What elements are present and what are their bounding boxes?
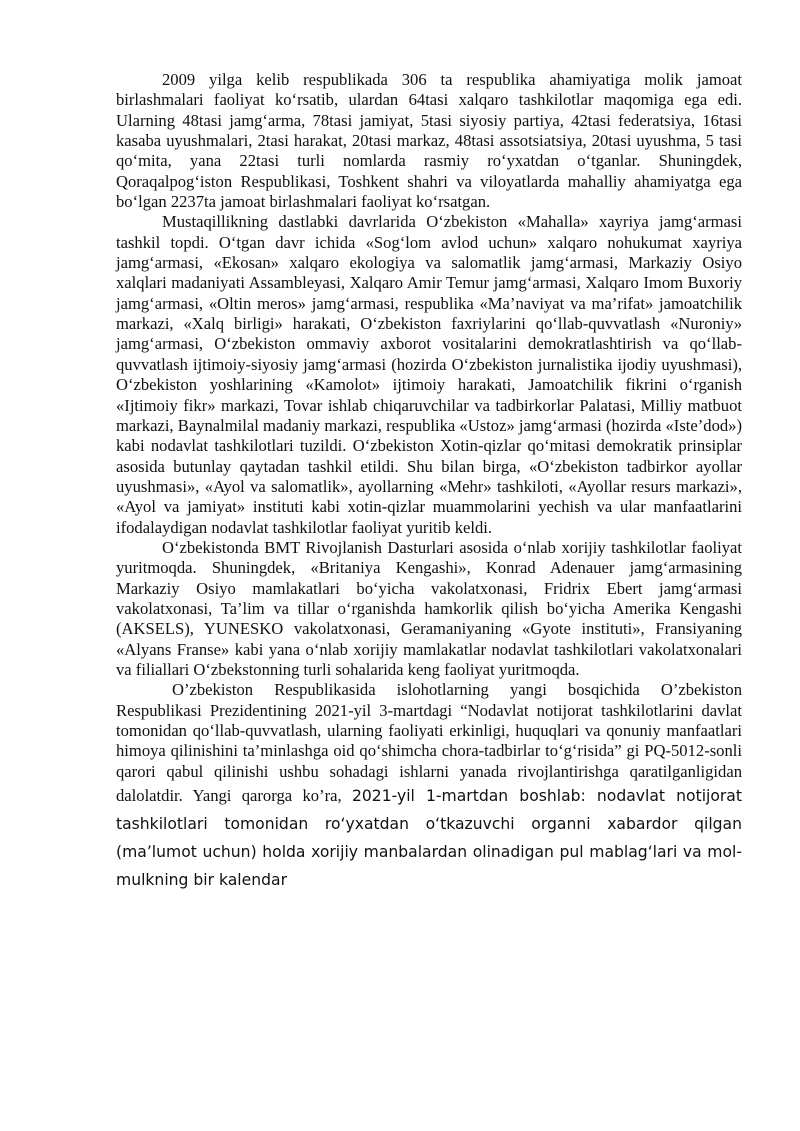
document-page (116, 70, 742, 894)
paragraph-independence-foundations: Mustaqillikning dastlabki davrlarida O‘zbekiston «Mahalla» xayriya jamg‘armasi tashkil topdi. O‘tgan davr ichida «Sog‘lom avlod uchun» xalqaro nohukumat xayriya jamg‘armasi, «Ekosan» xalqaro ekologiya va salomatlik jamg‘armasi, Markaziy Osiyo xalqlari madaniyati Assambleyasi, Xalqaro Amir Temur jamg‘armasi, Xalqaro Imom Buxoriy jamg‘armasi, «Oltin meros» jamg‘armasi, respublika «Ma’naviyat va ma’rifat» jamoatchilik markazi, «Xalq birligi» harakati, O‘zbekiston faxriylarini qo‘llab-quvvatlash «Nuroniy» jamg‘armasi, O‘zbekiston ommaviy axborot vositalarini demokratlashtirish va qo‘llab-quvvatlash ijtimoiy-siyosiy jamg‘armasi (hozirda O‘zbekiston jurnalistika ijodiy uyushmasi), O‘zbekiston yoshlarining «Kamolot» ijtimoiy harakati, Jamoatchilik fikrini o‘rganish «Ijtimoiy fikr» markazi, Tovar ishlab chiqaruvchilar va tadbirkorlar Palatasi, Milliy matbuot markazi, Baynalmilal madaniy markazi, respublika «Ustoz» jamg‘armasi (hozirda «Iste’dod») kabi nodavlat tashkilotlari tuzildi. O‘zbekiston Xotin-qizlar qo‘mitasi demokratik prinsiplar asosida butunlay qaytadan tashkil etildi. Shu bilan birga, «O‘zbekiston tadbirkor ayollar uyushmasi», «Ayol va salomatlik», ayollarning «Mehr» tashkiloti, «Ayollar resurs markazi», «Ayol va jamiyat» instituti kabi xotin-qizlar muammolarini yechish va ular manfaatlarini ifodalaydigan nodavlat tashkilotlar faoliyat yuritib keldi. (116, 212, 742, 537)
paragraph-presidential-decree (116, 680, 742, 894)
decree-text-serif: O’zbekiston Respublikasida islohotlarning yangi bosqichida O’zbekiston Respublikasi Prezidentining 2021-yil 3-martdagi “Nodavlat notijorat tashkilotlarini davlat tomonidan qo‘llab-quvvatlash, ularning faoliyati erkinligi, huquqlari va qonuniy manfaatlari himoya qilinishini ta’minlashga oid qo‘shimcha chora-tadbirlar to‘g‘risida” gi PQ-5012-sonli qarori qabul qilinishi ushbu sohadagi ishlarni yanada rivojlantirishga qaratilganligidan dalolatdir. Yangi qarorga ko’ra, (116, 680, 742, 806)
paragraph-foreign-organizations: O‘zbekistonda BMT Rivojlanish Dasturlari asosida o‘nlab xorijiy tashkilotlar faoliyat yuritmoqda. Shuningdek, «Britaniya Kengashi», Konrad Adenauer jamg‘armasining Markaziy Osiyo mamlakatlari bo‘yicha vakolatxonasi, Fridrix Ebert jamg‘armasi vakolatxonasi, Ta’lim va tillar o‘rganishda hamkorlik qilish bo‘yicha Amerika Kengashi (AKSELS), YUNESKO vakolatxonasi, Geramaniyaning «Gyote instituti», Fransiyaning «Alyans Franse» kabi yana o‘nlab xorijiy mamlakatlar nodavlat tashkilotlari vakolatxonalari va filiallari O‘zbekstonning turli sohalarida keng faoliyat yuritmoqda. (116, 537, 742, 679)
decree-text-sans: 2021-yil 1-martdan boshlab: nodavlat notijorat tashkilotlari tomonidan ro‘yxatdan o‘tkazuvchi organni xabardor qilgan (ma’lumot uchun) holda xorijiy manbalardan olinadigan pul mablag‘lari va mol-mulkning bir kalendar (116, 787, 742, 890)
paragraph-2009-statistics: 2009 yilga kelib respublikada 306 ta respublika ahamiyatiga molik jamoat birlashmalari faoliyat ko‘rsatib, ulardan 64tasi xalqaro tashkilotlar maqomiga ega edi. Ularning 48tasi jamg‘arma, 78tasi jamiyat, 5tasi siyosiy partiya, 42tasi federatsiya, 16tasi kasaba uyushmalari, 2tasi harakat, 20tasi markaz, 48tasi assotsiatsiya, 20tasi uyushma, 5 tasi qo‘mita, yana 22tasi turli nomlarda rasmiy ro‘yxatdan o‘tganlar. Shuningdek, Qoraqalpog‘iston Respublikasi, Toshkent shahri va viloyatlarda mahalliy ahamiyatga ega bo‘lgan 2237ta jamoat birlashmalari faoliyat ko‘rsatgan. (116, 70, 742, 212)
